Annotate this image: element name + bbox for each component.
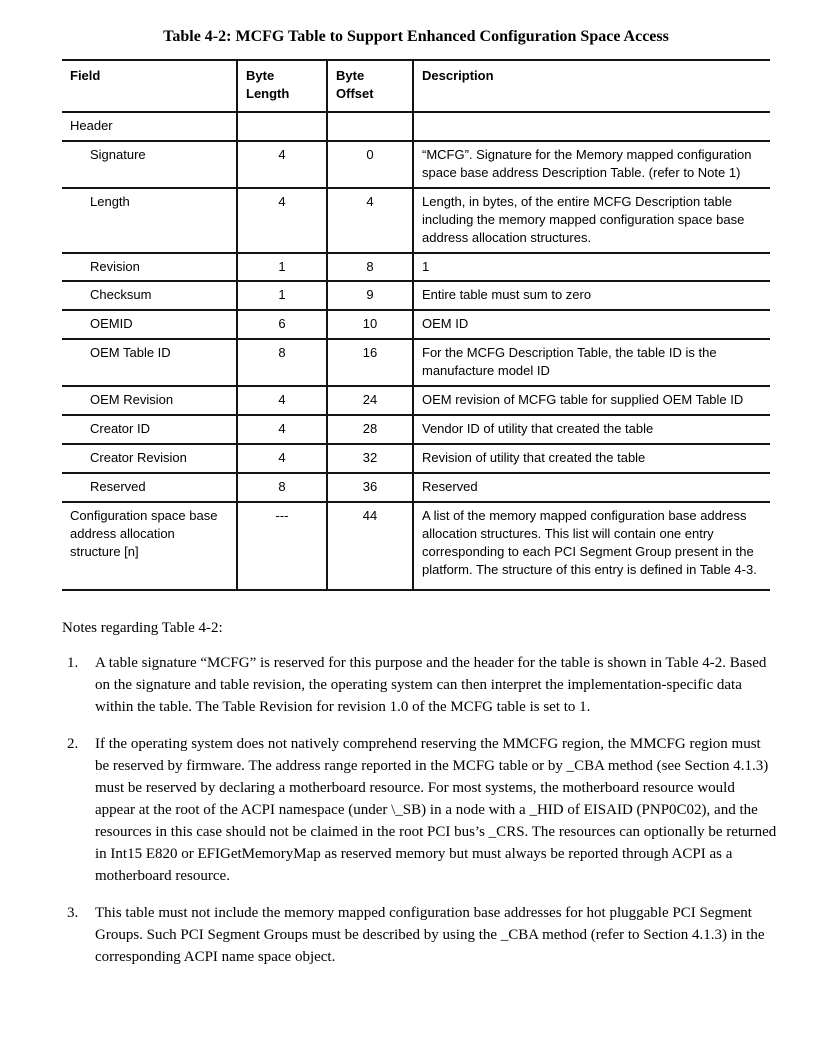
table-row-oemid <box>62 310 770 339</box>
byte-offset-cell <box>327 112 413 141</box>
table-header-row <box>62 60 770 112</box>
table-row-signature <box>62 141 770 188</box>
byte-length-cell: 4 <box>237 415 327 444</box>
notes-section <box>62 617 778 968</box>
byte-offset-cell: 9 <box>327 281 413 310</box>
field-cell: OEM Table ID <box>90 345 171 361</box>
byte-length-cell: 8 <box>237 339 327 386</box>
description-cell: OEM revision of MCFG table for supplied OEM Table ID <box>413 386 770 415</box>
table-row-header-section <box>62 112 770 141</box>
description-cell <box>413 112 770 141</box>
byte-length-cell: 1 <box>237 253 327 282</box>
field-cell: OEM Revision <box>90 392 174 408</box>
table-row-checksum <box>62 281 770 310</box>
note-item-2 <box>62 733 778 887</box>
description-cell: “MCFG”. Signature for the Memory mapped configuration space base address Description Table. (refer to Note 1) <box>413 141 770 188</box>
byte-offset-cell: 4 <box>327 188 413 253</box>
table-row-oem-table-id <box>62 339 770 386</box>
byte-offset-cell: 8 <box>327 253 413 282</box>
field-cell: Configuration space base address allocation structure [n] <box>70 507 218 559</box>
description-cell: Entire table must sum to zero <box>413 281 770 310</box>
note-text: If the operating system does not natively comprehend reserving the MMCFG region, the MMCFG region must be reserved by firmware. The address range reported in the MCFG table or by _CBA method (see Section 4.1.3) must be reserved by declaring a motherboard resource. For most systems, the motherboard resource would appear at the root of the ACPI namespace (under \_SB) in a node with a _HID of EISAID (PNP0C02), and the resources in this case should not be claimed in the root PCI bus’s _CRS. The resources can optionally be returned in Int15 E820 or EFIGetMemoryMap as reserved memory but must always be reported through ACPI as a motherboard resource. <box>95 735 777 884</box>
note-item-3 <box>62 902 778 968</box>
byte-length-cell <box>237 112 327 141</box>
table-row-revision <box>62 253 770 282</box>
column-header-description: Description <box>413 60 770 112</box>
note-text: A table signature “MCFG” is reserved for this purpose and the header for the table is shown in Table 4-2. Based on the signature and table revision, the operating system can then interpret the implementation-specific data within the table. The Table Revision for revision 1.0 of the MCFG table is set to 1. <box>95 654 767 715</box>
byte-offset-cell: 0 <box>327 141 413 188</box>
description-cell: Vendor ID of utility that created the table <box>413 415 770 444</box>
field-cell: Creator Revision <box>90 450 187 466</box>
byte-offset-cell: 44 <box>327 502 413 590</box>
column-header-byte-offset: Byte Offset <box>327 60 413 112</box>
table-caption: Table 4-2: MCFG Table to Support Enhanced Configuration Space Access <box>163 28 669 45</box>
byte-length-cell: 8 <box>237 473 327 502</box>
table-row-config-space-structure <box>62 502 770 590</box>
field-cell: Signature <box>90 146 146 162</box>
page-content <box>62 0 777 968</box>
mcfg-table <box>62 59 770 591</box>
byte-offset-cell: 10 <box>327 310 413 339</box>
table-row-creator-id <box>62 415 770 444</box>
byte-offset-cell: 24 <box>327 386 413 415</box>
table-row-creator-revision <box>62 444 770 473</box>
notes-heading: Notes regarding Table 4-2: <box>62 619 223 636</box>
column-header-byte-length: Byte Length <box>237 60 327 112</box>
byte-offset-cell: 28 <box>327 415 413 444</box>
note-number: 1. <box>67 654 79 671</box>
note-item-1 <box>62 652 778 718</box>
byte-offset-cell: 36 <box>327 473 413 502</box>
description-cell: For the MCFG Description Table, the table ID is the manufacture model ID <box>413 339 770 386</box>
byte-length-cell: 4 <box>237 386 327 415</box>
table-row-length <box>62 188 770 253</box>
column-header-field: Field <box>70 68 101 83</box>
description-cell: Reserved <box>413 473 770 502</box>
table-row-reserved <box>62 473 770 502</box>
byte-length-cell: 1 <box>237 281 327 310</box>
description-cell: A list of the memory mapped configuration base address allocation structures. This list will contain one entry corresponding to each PCI Segment Group present in the platform. The structure of this entry is defined in Table 4-3. <box>413 502 770 590</box>
byte-length-cell: 4 <box>237 141 327 188</box>
table-row-oem-revision <box>62 386 770 415</box>
description-cell: 1 <box>413 253 770 282</box>
byte-length-cell: 4 <box>237 188 327 253</box>
field-cell: OEMID <box>90 316 133 332</box>
note-text: This table must not include the memory mapped configuration base addresses for hot pluggable PCI Segment Groups. Such PCI Segment Groups must be described by using the _CBA method (refer to Section 4.1.3) in the corresponding ACPI name space object. <box>95 904 765 965</box>
field-cell: Checksum <box>90 287 152 303</box>
byte-offset-cell: 32 <box>327 444 413 473</box>
note-number: 3. <box>67 904 79 921</box>
byte-length-cell: 6 <box>237 310 327 339</box>
byte-length-cell: 4 <box>237 444 327 473</box>
field-cell: Header <box>70 117 113 133</box>
description-cell: OEM ID <box>413 310 770 339</box>
field-cell: Creator ID <box>90 421 150 437</box>
byte-length-cell: --- <box>237 502 327 590</box>
description-cell: Revision of utility that created the table <box>413 444 770 473</box>
field-cell: Length <box>90 193 130 209</box>
byte-offset-cell: 16 <box>327 339 413 386</box>
description-cell: Length, in bytes, of the entire MCFG Description table including the memory mapped configuration space base address allocation structures. <box>413 188 770 253</box>
note-number: 2. <box>67 735 79 752</box>
field-cell: Revision <box>90 258 140 274</box>
field-cell: Reserved <box>90 479 146 494</box>
